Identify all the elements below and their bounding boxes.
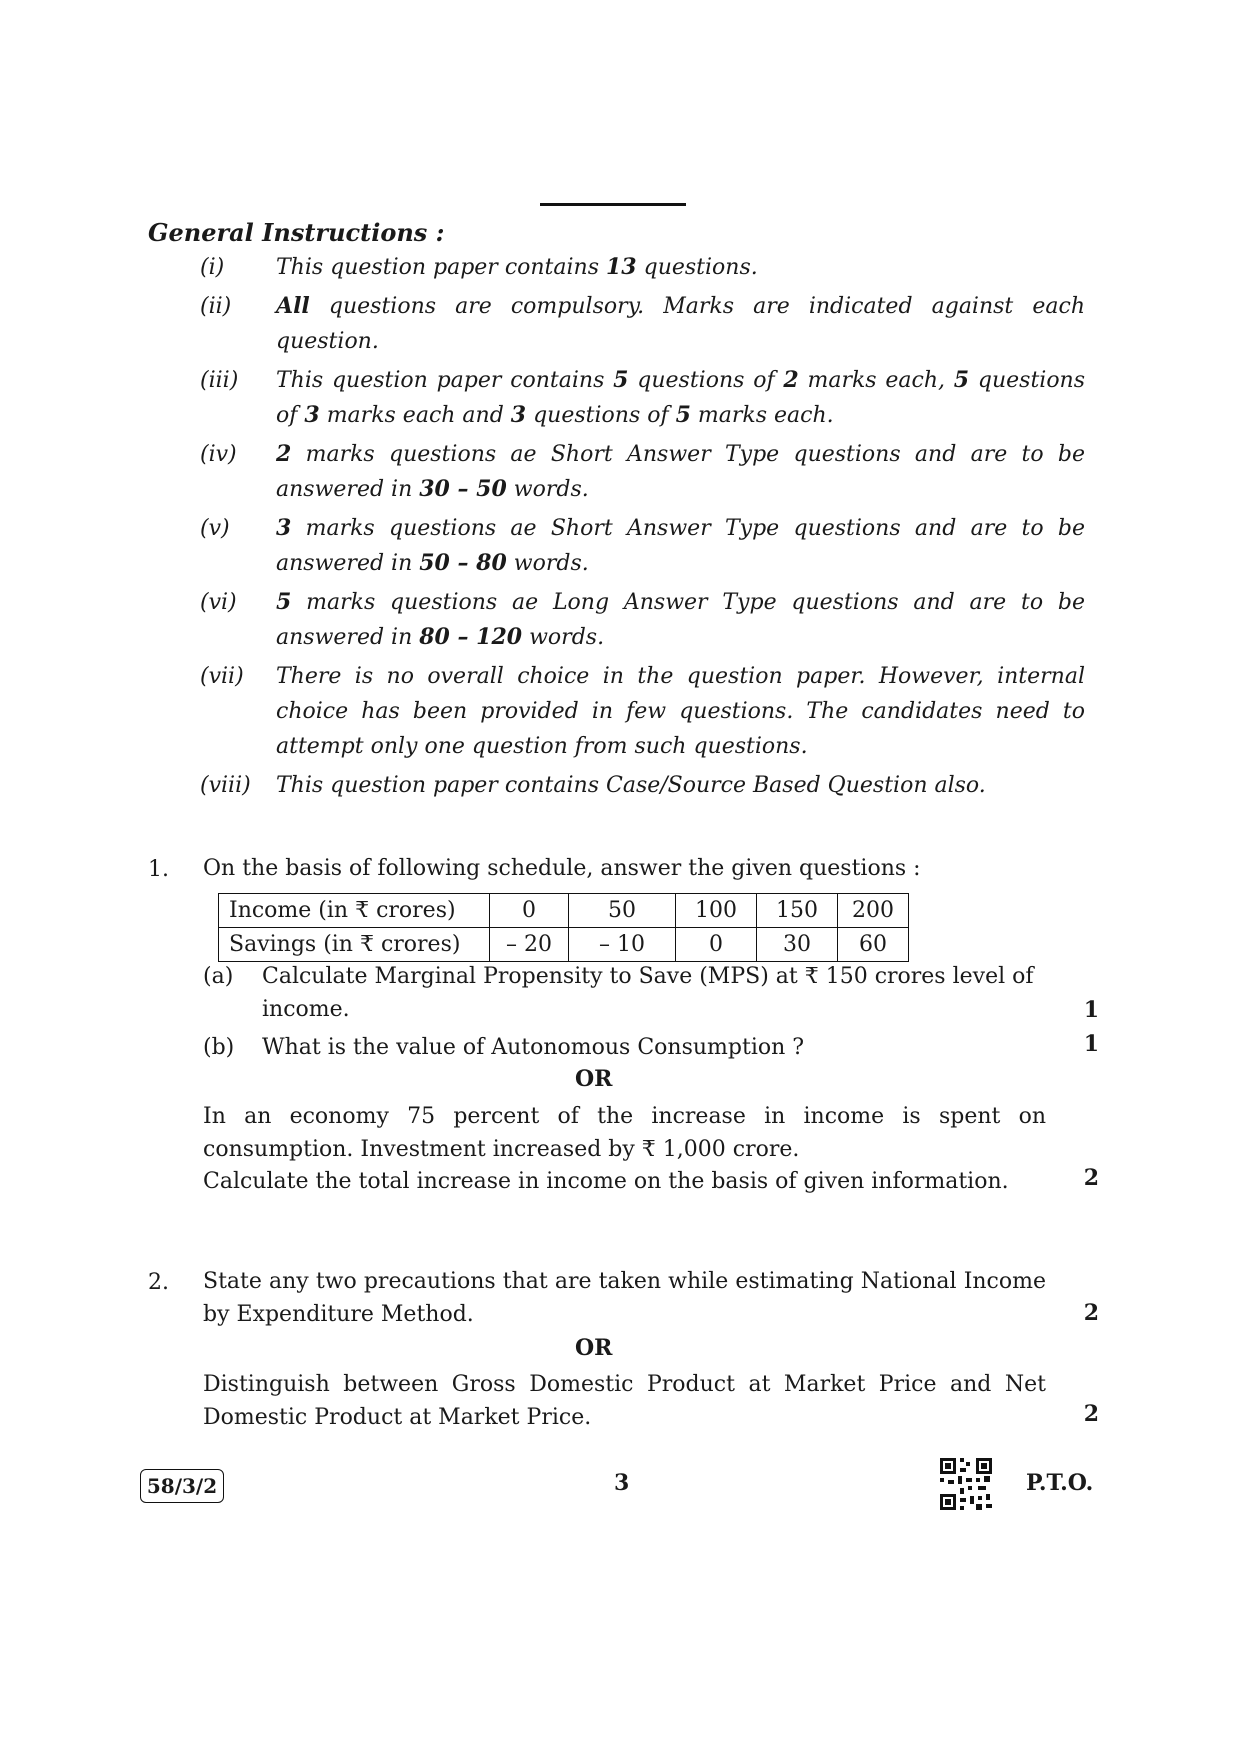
instruction-text: 3 marks questions ae Short Answer Type questions and are to be answered in 50 – 80 words.	[276, 515, 1085, 576]
page-number: 3	[614, 1470, 630, 1496]
subpart-text: What is the value of Autonomous Consumption ?	[262, 1035, 805, 1060]
instruction-text: 5 marks questions ae Long Answer Type questions and are to be answered in 80 – 120 words.	[276, 589, 1085, 650]
instruction-item	[200, 659, 1085, 764]
question-number: 2.	[148, 1270, 169, 1295]
instruction-number: (i)	[200, 255, 225, 280]
subpart-label: (b)	[203, 1035, 235, 1060]
paper-code: 58/3/2	[140, 1469, 224, 1503]
table-cell: 100	[676, 894, 757, 928]
instruction-number: (ii)	[200, 294, 232, 319]
marks: 2	[1083, 1300, 1099, 1326]
instruction-text: This question paper contains Case/Source Based Question also.	[276, 773, 986, 798]
instruction-number: (iv)	[200, 442, 237, 467]
instruction-text: All questions are compulsory. Marks are indicated against each question.	[276, 293, 1085, 354]
schedule-table	[218, 893, 909, 962]
table-cell: 200	[838, 894, 909, 928]
instruction-number: (vii)	[200, 664, 244, 689]
general-instructions-heading: General Instructions :	[148, 218, 445, 247]
pto-label: P.T.O.	[1026, 1470, 1094, 1496]
alternative-question-text: In an economy 75 percent of the increase in income is spent on consumption. Investment increased by ₹ 1,000 crore.	[203, 1104, 1046, 1162]
marks: 2	[1083, 1165, 1099, 1191]
instruction-item	[200, 437, 1085, 507]
marks: 2	[1083, 1401, 1099, 1427]
instruction-text: 2 marks questions ae Short Answer Type questions and are to be answered in 30 – 50 words.	[276, 441, 1085, 502]
table-cell: 30	[757, 928, 838, 962]
instruction-item	[200, 289, 1085, 359]
question-number: 1.	[148, 857, 169, 882]
table-cell: 150	[757, 894, 838, 928]
table-cell: 50	[569, 894, 676, 928]
or-separator: OR	[575, 1335, 613, 1361]
instruction-number: (v)	[200, 516, 230, 541]
question-text: On the basis of following schedule, answer the given questions :	[203, 856, 921, 881]
table-cell: – 20	[490, 928, 569, 962]
instruction-text: There is no overall choice in the question paper. However, internal choice has been provided in few questions. The candidates need to attempt only one question from such questions.	[276, 664, 1085, 759]
marks: 1	[1083, 1031, 1099, 1057]
instruction-number: (viii)	[200, 773, 251, 798]
instruction-text: This question paper contains 13 questions.	[276, 254, 758, 280]
instruction-text: This question paper contains 5 questions of 2 marks each, 5 questions of 3 marks each and 3 questions of 5 marks each.	[276, 367, 1086, 428]
instruction-item	[200, 585, 1085, 655]
table-cell: Income (in ₹ crores)	[219, 894, 490, 928]
instruction-number: (iii)	[200, 368, 239, 393]
table-row	[219, 894, 909, 928]
table-cell: 0	[490, 894, 569, 928]
qr-code-icon	[938, 1456, 994, 1512]
top-rule	[540, 203, 686, 206]
instruction-item	[200, 250, 1085, 285]
alternative-question-text: Calculate the total increase in income on the basis of given information.	[203, 1169, 1009, 1194]
instruction-item	[200, 768, 1085, 803]
subpart-label: (a)	[203, 964, 234, 989]
table-row	[219, 928, 909, 962]
instructions-list	[200, 250, 1085, 807]
table-cell: 60	[838, 928, 909, 962]
instruction-number: (vi)	[200, 590, 237, 615]
or-separator: OR	[575, 1066, 613, 1092]
table-cell: Savings (in ₹ crores)	[219, 928, 490, 962]
marks: 1	[1083, 997, 1099, 1023]
subpart-text: Calculate Marginal Propensity to Save (MPS) at ₹ 150 crores level of income.	[262, 964, 1034, 1022]
alternative-question-text: Distinguish between Gross Domestic Product at Market Price and Net Domestic Product at Market Price.	[203, 1372, 1046, 1430]
instruction-item	[200, 363, 1085, 433]
table-cell: – 10	[569, 928, 676, 962]
question-text: State any two precautions that are taken while estimating National Income by Expenditure Method.	[203, 1269, 1046, 1327]
table-cell: 0	[676, 928, 757, 962]
instruction-item	[200, 511, 1085, 581]
